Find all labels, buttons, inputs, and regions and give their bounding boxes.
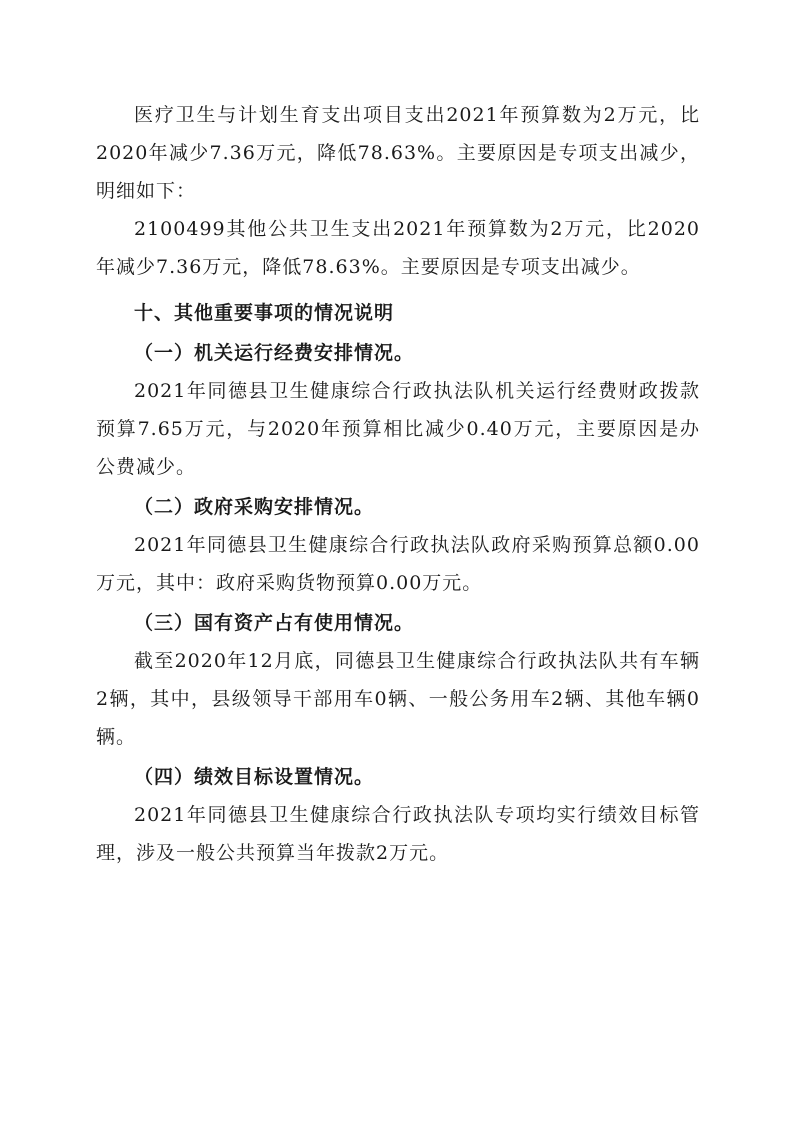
document-page <box>96 96 700 872</box>
paragraph-public-health-expenditure: 2100499其他公共卫生支出2021年预算数为2万元，比2020年减少7.36万元，降低78.63%。主要原因是专项支出减少。 <box>96 218 700 278</box>
paragraph-state-assets: 截至2020年12月底，同德县卫生健康综合行政执法队共有车辆2辆，其中，县级领导干部用车0辆、一般公务用车2辆、其他车辆0辆。 <box>96 650 700 748</box>
subsection-title-procurement: （二）政府采购安排情况。 <box>134 496 375 518</box>
subsection-title-operating-funds: （一）机关运行经费安排情况。 <box>134 342 415 364</box>
paragraph-procurement: 2021年同德县卫生健康综合行政执法队政府采购预算总额0.00万元，其中：政府采购货物预算0.00万元。 <box>96 534 700 594</box>
paragraph-operating-funds: 2021年同德县卫生健康综合行政执法队机关运行经费财政拨款预算7.65万元，与2020年预算相比减少0.40万元，主要原因是办公费减少。 <box>96 380 700 478</box>
subsection-title-state-assets: （三）国有资产占有使用情况。 <box>134 612 415 634</box>
section-title-other-matters: 十、其他重要事项的情况说明 <box>134 302 395 324</box>
subsection-title-performance-goals: （四）绩效目标设置情况。 <box>134 766 375 788</box>
paragraph-medical-expenditure: 医疗卫生与计划生育支出项目支出2021年预算数为2万元，比2020年减少7.36万元，降低78.63%。主要原因是专项支出减少，明细如下： <box>96 104 700 202</box>
paragraph-performance-goals: 2021年同德县卫生健康综合行政执法队专项均实行绩效目标管理，涉及一般公共预算当年拨款2万元。 <box>96 804 700 864</box>
